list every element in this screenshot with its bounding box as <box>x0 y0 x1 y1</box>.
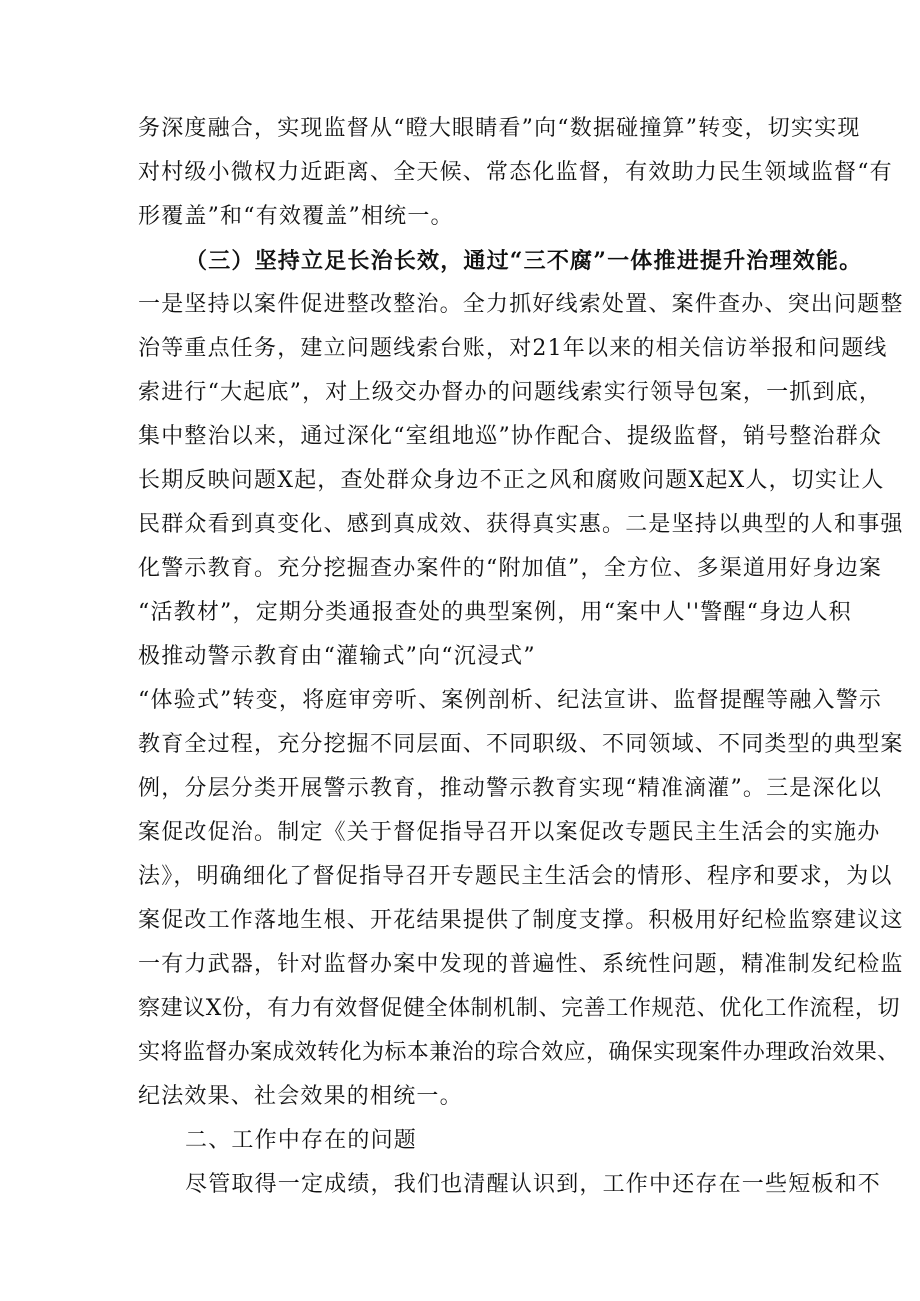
text-line: 形覆盖”和“有效覆盖”相统一。 <box>138 204 454 229</box>
text-line: 案促改工作落地生根、开花结果提供了制度支撑。积极用好纪检监察建议这 <box>138 908 904 933</box>
text-line: 对村级小微权力近距离、全天候、常态化监督，有效助力民生领域监督“有 <box>138 160 893 185</box>
text-line: 例，分层分类开展警示教育，推动警示教育实现“精准滴灌”。三是深化以 <box>138 776 883 801</box>
section-heading: （三）坚持立足长治长效，通过“三不腐”一体推进提升治理效能。 <box>185 248 863 274</box>
text-line: 一有力武器，针对监督办案中发现的普遍性、系统性问题，精准制发纪检监 <box>138 952 904 977</box>
text-line: 索进行“大起底”，对上级交办督办的问题线索实行领导包案，一抓到底， <box>138 380 883 405</box>
text-line: 一是坚持以案件促进整改整治。全力抓好线索处置、案件查办、突出问题整 <box>138 292 904 317</box>
text-line: 极推动警示教育由“灌输式”向“沉浸式” <box>138 644 536 669</box>
text-line: 纪法效果、社会效果的相统一。 <box>138 1084 463 1109</box>
text-line: 治等重点任务，建立问题线索台账，对21年以来的相关信访举报和问题线 <box>138 336 888 361</box>
text-line: “活教材”，定期分类通报查处的典型案例，用“案中人''警醒“身边人积 <box>138 600 852 625</box>
text-line: 察建议X份，有力有效督促健全体制机制、完善工作规范、优化工作流程，切 <box>138 996 901 1021</box>
text-line: 实将监督办案成效转化为标本兼治的琮合效应，确保实现案件办理政治效果、 <box>138 1040 900 1065</box>
section-heading: 二、工作中存在的问题 <box>185 1128 418 1153</box>
text-line: 尽管取得一定成绩，我们也清醒认识到，工作中还存在一些短板和不 <box>185 1172 882 1197</box>
text-line: 法》，明确细化了督促指导召开专题民主生活会的情形、程序和要求，为以 <box>138 864 893 889</box>
text-line: 务深度融合，实现监督从“瞪大眼睛看”向“数据碰撞算”转变，切实实现 <box>138 116 861 141</box>
text-line: “体验式”转变，将庭审旁听、案例剖析、纪法宣讲、监督提醒等融入警示 <box>138 688 883 713</box>
text-line: 长期反映问题X起，查处群众身边不正之风和腐败问题X起X人，切实让人 <box>138 468 885 493</box>
text-line: 化警示教育。充分挖掘查办案件的“附加值”，全方位、多渠道用好身边案 <box>138 556 883 581</box>
text-line: 案促改促治。制定《关于督促指导召开以案促改专题民主生活会的实施办 <box>138 820 881 845</box>
text-line: 集中整治以来，通过深化“室组地巡”协作配合、提级监督，销号整治群众 <box>138 424 883 449</box>
text-line: 教育全过程，充分挖掘不同层面、不同职级、不同领域、不同类型的典型案 <box>138 732 904 757</box>
text-line: 民群众看到真变化、感到真成效、获得真实惠。二是坚持以典型的人和事强 <box>138 512 904 537</box>
